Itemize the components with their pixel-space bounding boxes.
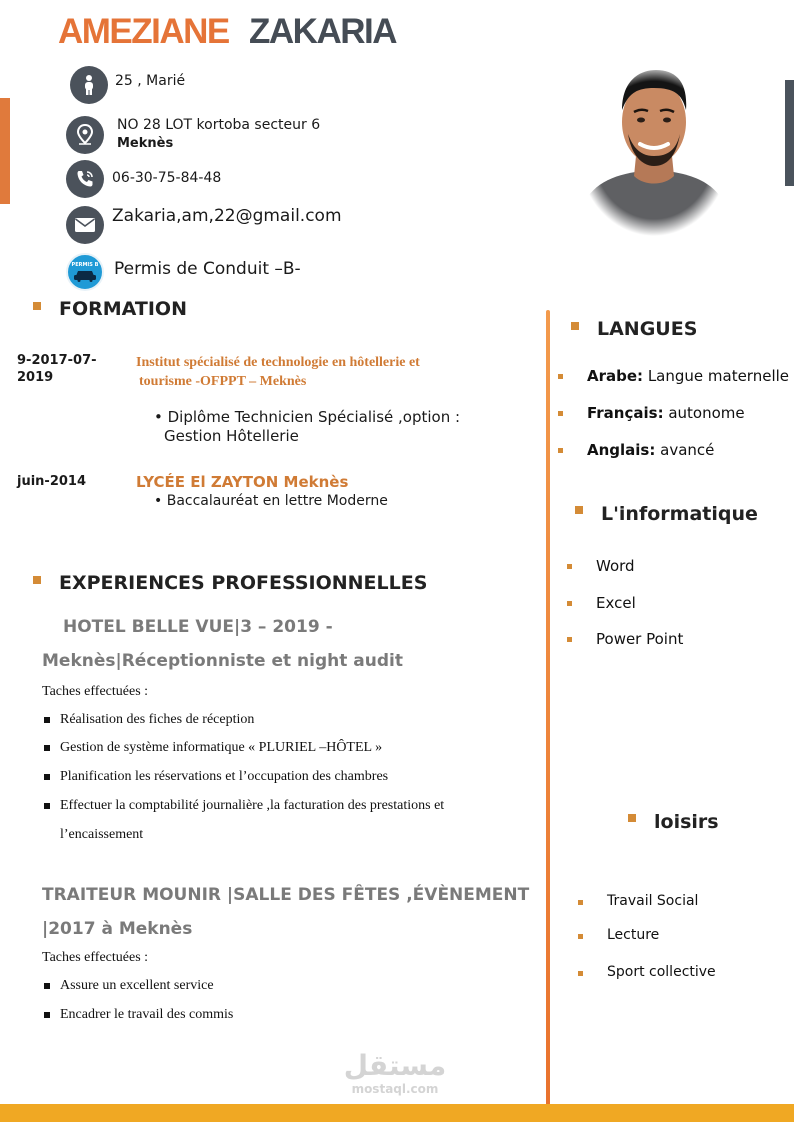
informatique-item: Excel <box>596 594 636 612</box>
experiences-title: EXPERIENCES PROFESSIONNELLES <box>59 572 428 594</box>
loisirs-bullet <box>628 814 636 822</box>
phone-icon <box>66 160 104 198</box>
job1-task-bullet <box>44 745 50 751</box>
informatique-title: L'informatique <box>601 503 758 525</box>
langue-bullet <box>558 448 563 453</box>
formation-date-1 <box>17 352 97 386</box>
loisir-bullet <box>578 971 583 976</box>
column-divider <box>546 310 550 1106</box>
experiences-bullet <box>33 576 41 584</box>
email: Zakaria,am,22@gmail.com <box>112 206 342 226</box>
formation-detail-1-line2: Gestion Hôtellerie <box>164 427 299 445</box>
job2-task-bullet <box>44 1012 50 1018</box>
langues-title: LANGUES <box>597 318 698 340</box>
formation-detail-2: • Baccalauréat en lettre Moderne <box>154 493 388 509</box>
informatique-bullet <box>575 506 583 514</box>
last-name: ZAKARIA <box>249 12 396 51</box>
informatique-bullet-small <box>567 601 572 606</box>
job1-task: Réalisation des fiches de réception <box>60 712 255 727</box>
address-city: Meknès <box>117 136 174 151</box>
driving-license: Permis de Conduit –B- <box>114 259 301 279</box>
car-icon <box>66 253 104 291</box>
langue-item <box>587 367 789 385</box>
formation-title: FORMATION <box>59 298 187 320</box>
job1-task-bullet <box>44 803 50 809</box>
job1-task-bullet <box>44 774 50 780</box>
loisir-bullet <box>578 934 583 939</box>
formation-date-1-line2: 2019 <box>17 370 54 385</box>
job1-task-bullet <box>44 717 50 723</box>
envelope-icon <box>66 206 104 244</box>
formation-detail-1-line1: • Diplôme Technicien Spécialisé ,option : <box>154 408 461 426</box>
informatique-item: Word <box>596 557 635 575</box>
langue-item <box>587 404 745 422</box>
watermark <box>340 1050 450 1096</box>
full-name <box>58 12 396 52</box>
langue-level: autonome <box>663 404 745 422</box>
formation-school-1-line1: Institut spécialisé de technologie en hôtellerie et <box>136 355 420 370</box>
loisir-bullet <box>578 900 583 905</box>
job1-heading-line1: HOTEL BELLE VUE|3 – 2019 - <box>63 617 333 637</box>
informatique-item: Power Point <box>596 630 684 648</box>
formation-detail-1 <box>154 408 460 446</box>
job1-heading-line2: Meknès|Réceptionniste et night audit <box>42 651 403 671</box>
right-accent-bar <box>785 80 794 186</box>
formation-school-2: LYCÉE El ZAYTON Meknès <box>136 473 349 491</box>
langue-name: Anglais: <box>587 441 656 459</box>
left-accent-bar <box>0 98 10 204</box>
bottom-bar <box>0 1104 794 1122</box>
langue-item <box>587 441 714 459</box>
job1-tasks-label: Taches effectuées : <box>42 684 149 699</box>
phone-number: 06-30-75-84-48 <box>112 170 222 186</box>
formation-date-1-line1: 9-2017-07- <box>17 353 97 368</box>
job2-tasks-label: Taches effectuées : <box>42 950 149 965</box>
watermark-latin: mostaql.com <box>351 1082 439 1096</box>
loisir-item: Lecture <box>607 927 660 943</box>
langue-name: Arabe: <box>587 367 644 385</box>
job1-task: Effectuer la comptabilité journalière ,la facturation des prestations et <box>60 798 445 813</box>
job2-task-bullet <box>44 983 50 989</box>
informatique-bullet-small <box>567 564 572 569</box>
job2-heading-line2: |2017 à Meknès <box>42 919 193 939</box>
job2-heading-line1: TRAITEUR MOUNIR |SALLE DES FÊTES ,ÉVÈNEMENT <box>42 885 530 905</box>
loisirs-title: loisirs <box>654 811 719 833</box>
watermark-arabic: مستقل <box>343 1049 447 1082</box>
first-name: AMEZIANE <box>58 12 229 51</box>
formation-school-1-line2: tourisme -OFPPT – Meknès <box>139 374 307 389</box>
loisir-item: Sport collective <box>607 964 716 980</box>
address-line1: NO 28 LOT kortoba secteur 6 <box>117 117 321 133</box>
job2-task: Encadrer le travail des commis <box>60 1007 234 1022</box>
langue-level: avancé <box>655 441 715 459</box>
langue-bullet <box>558 411 563 416</box>
job1-task-continuation: l’encaissement <box>60 827 144 842</box>
formation-school-1 <box>136 353 420 391</box>
formation-date-2: juin-2014 <box>17 474 86 489</box>
person-icon <box>70 66 108 104</box>
location-pin-icon <box>66 116 104 154</box>
formation-bullet <box>33 302 41 310</box>
license-badge-text: PERMIS B <box>71 262 99 268</box>
age-status: 25 , Marié <box>115 73 186 89</box>
langue-level: Langue maternelle <box>643 367 790 385</box>
job1-task: Planification les réservations et l’occupation des chambres <box>60 769 389 784</box>
langue-name: Français: <box>587 404 664 422</box>
job2-task: Assure un excellent service <box>60 978 214 993</box>
loisir-item: Travail Social <box>607 893 699 909</box>
job1-task: Gestion de système informatique « PLURIEL –HÔTEL » <box>60 740 383 755</box>
langue-bullet <box>558 374 563 379</box>
profile-photo <box>578 64 730 236</box>
informatique-bullet-small <box>567 637 572 642</box>
langues-bullet <box>571 322 579 330</box>
